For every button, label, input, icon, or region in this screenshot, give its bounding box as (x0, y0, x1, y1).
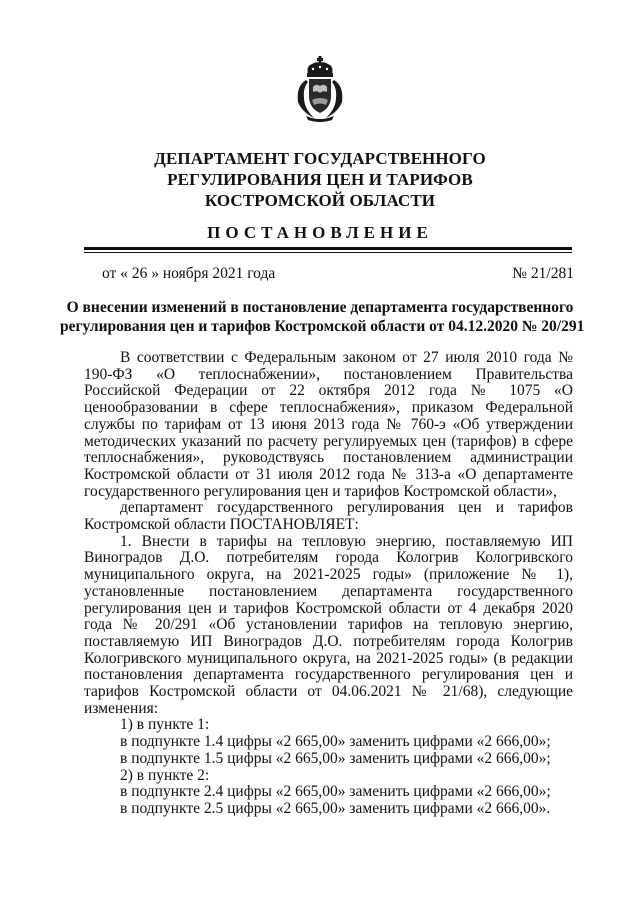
header-line-2: РЕГУЛИРОВАНИЯ ЦЕН И ТАРИФОВ (167, 170, 473, 189)
document-subject (60, 298, 585, 336)
list-item: в подпункте 2.4 цифры «2 665,00» заменить цифрами «2 666,00»; (120, 783, 551, 801)
list-item: в подпункте 2.5 цифры «2 665,00» заменить цифрами «2 666,00». (120, 799, 551, 817)
subject-line-1: О внесении изменений в постановление департамента государственного (66, 299, 574, 316)
document-body (84, 350, 573, 818)
header-divider-thick (84, 247, 572, 250)
list-item: 2) в пункте 2: (120, 766, 210, 784)
list-item: в подпункте 1.5 цифры «2 665,00» заменить цифрами «2 666,00»; (120, 749, 551, 767)
list-item: в подпункте 1.4 цифры «2 665,00» заменить цифрами «2 666,00»; (120, 733, 551, 751)
body-paragraph-preamble: В соответствии с Федеральным законом от 27 июля 2010 года № 190-ФЗ «О теплоснабжении», постановлением Правительства Российской Федерации от 22 октября 2012 года № 1075 «О ценообразовании в сфере теплоснабжения», приказом Федеральной службы по тарифам от 13 июня 2013 года № 760-э «Об утверждении методических указаний по расчету регулируемых цен (тарифов) в сфере теплоснабжения», руководствуясь постановлением администрации Костромской области от 31 июля 2012 года № 313-а «О департаменте государственного регулирования цен и тарифов Костромской области», (84, 349, 573, 500)
header-line-1: ДЕПАРТАМЕНТ ГОСУДАРСТВЕННОГО (154, 149, 486, 168)
coat-of-arms-emblem (292, 56, 348, 122)
header-line-3: КОСТРОМСКОЙ ОБЛАСТИ (204, 191, 436, 210)
list-item: 1) в пункте 1: (120, 716, 210, 734)
header-divider-thin (84, 252, 572, 253)
body-paragraph-item-1: 1. Внести в тарифы на тепловую энергию, поставляемую ИП Виноградов Д.О. потребителям города Кологрив Кологривского муниципального округа, на 2021-2025 годы» (приложение № 1), установленные постановлением департамента государственного регулирования цен и тарифов Костромской области от 4 декабря 2020 года № 20/291 «Об установлении тарифов на тепловую энергию, поставляемую ИП Виноградов Д.О. потребителям города Кологрив Кологривского муниципального округа, на 2021-2025 годы» (в редакции постановления департамента государственного регулирования цен и тарифов Костромской области от 04.06.2021 № 21/68), следующие изменения: (84, 532, 573, 717)
date-number-line (102, 264, 574, 284)
body-paragraph-resolves: департамент государственного регулирования цен и тарифов Костромской области ПОСТАНОВЛЯЕТ: (84, 499, 573, 534)
document-number: № 21/281 (512, 265, 574, 282)
department-header (0, 148, 640, 211)
subject-line-2: регулирования цен и тарифов Костромской области от 04.12.2020 № 20/291 (60, 318, 585, 335)
document-date: от « 26 » ноября 2021 года (102, 265, 276, 282)
document-type-title: ПОСТАНОВЛЕНИЕ (207, 223, 433, 242)
